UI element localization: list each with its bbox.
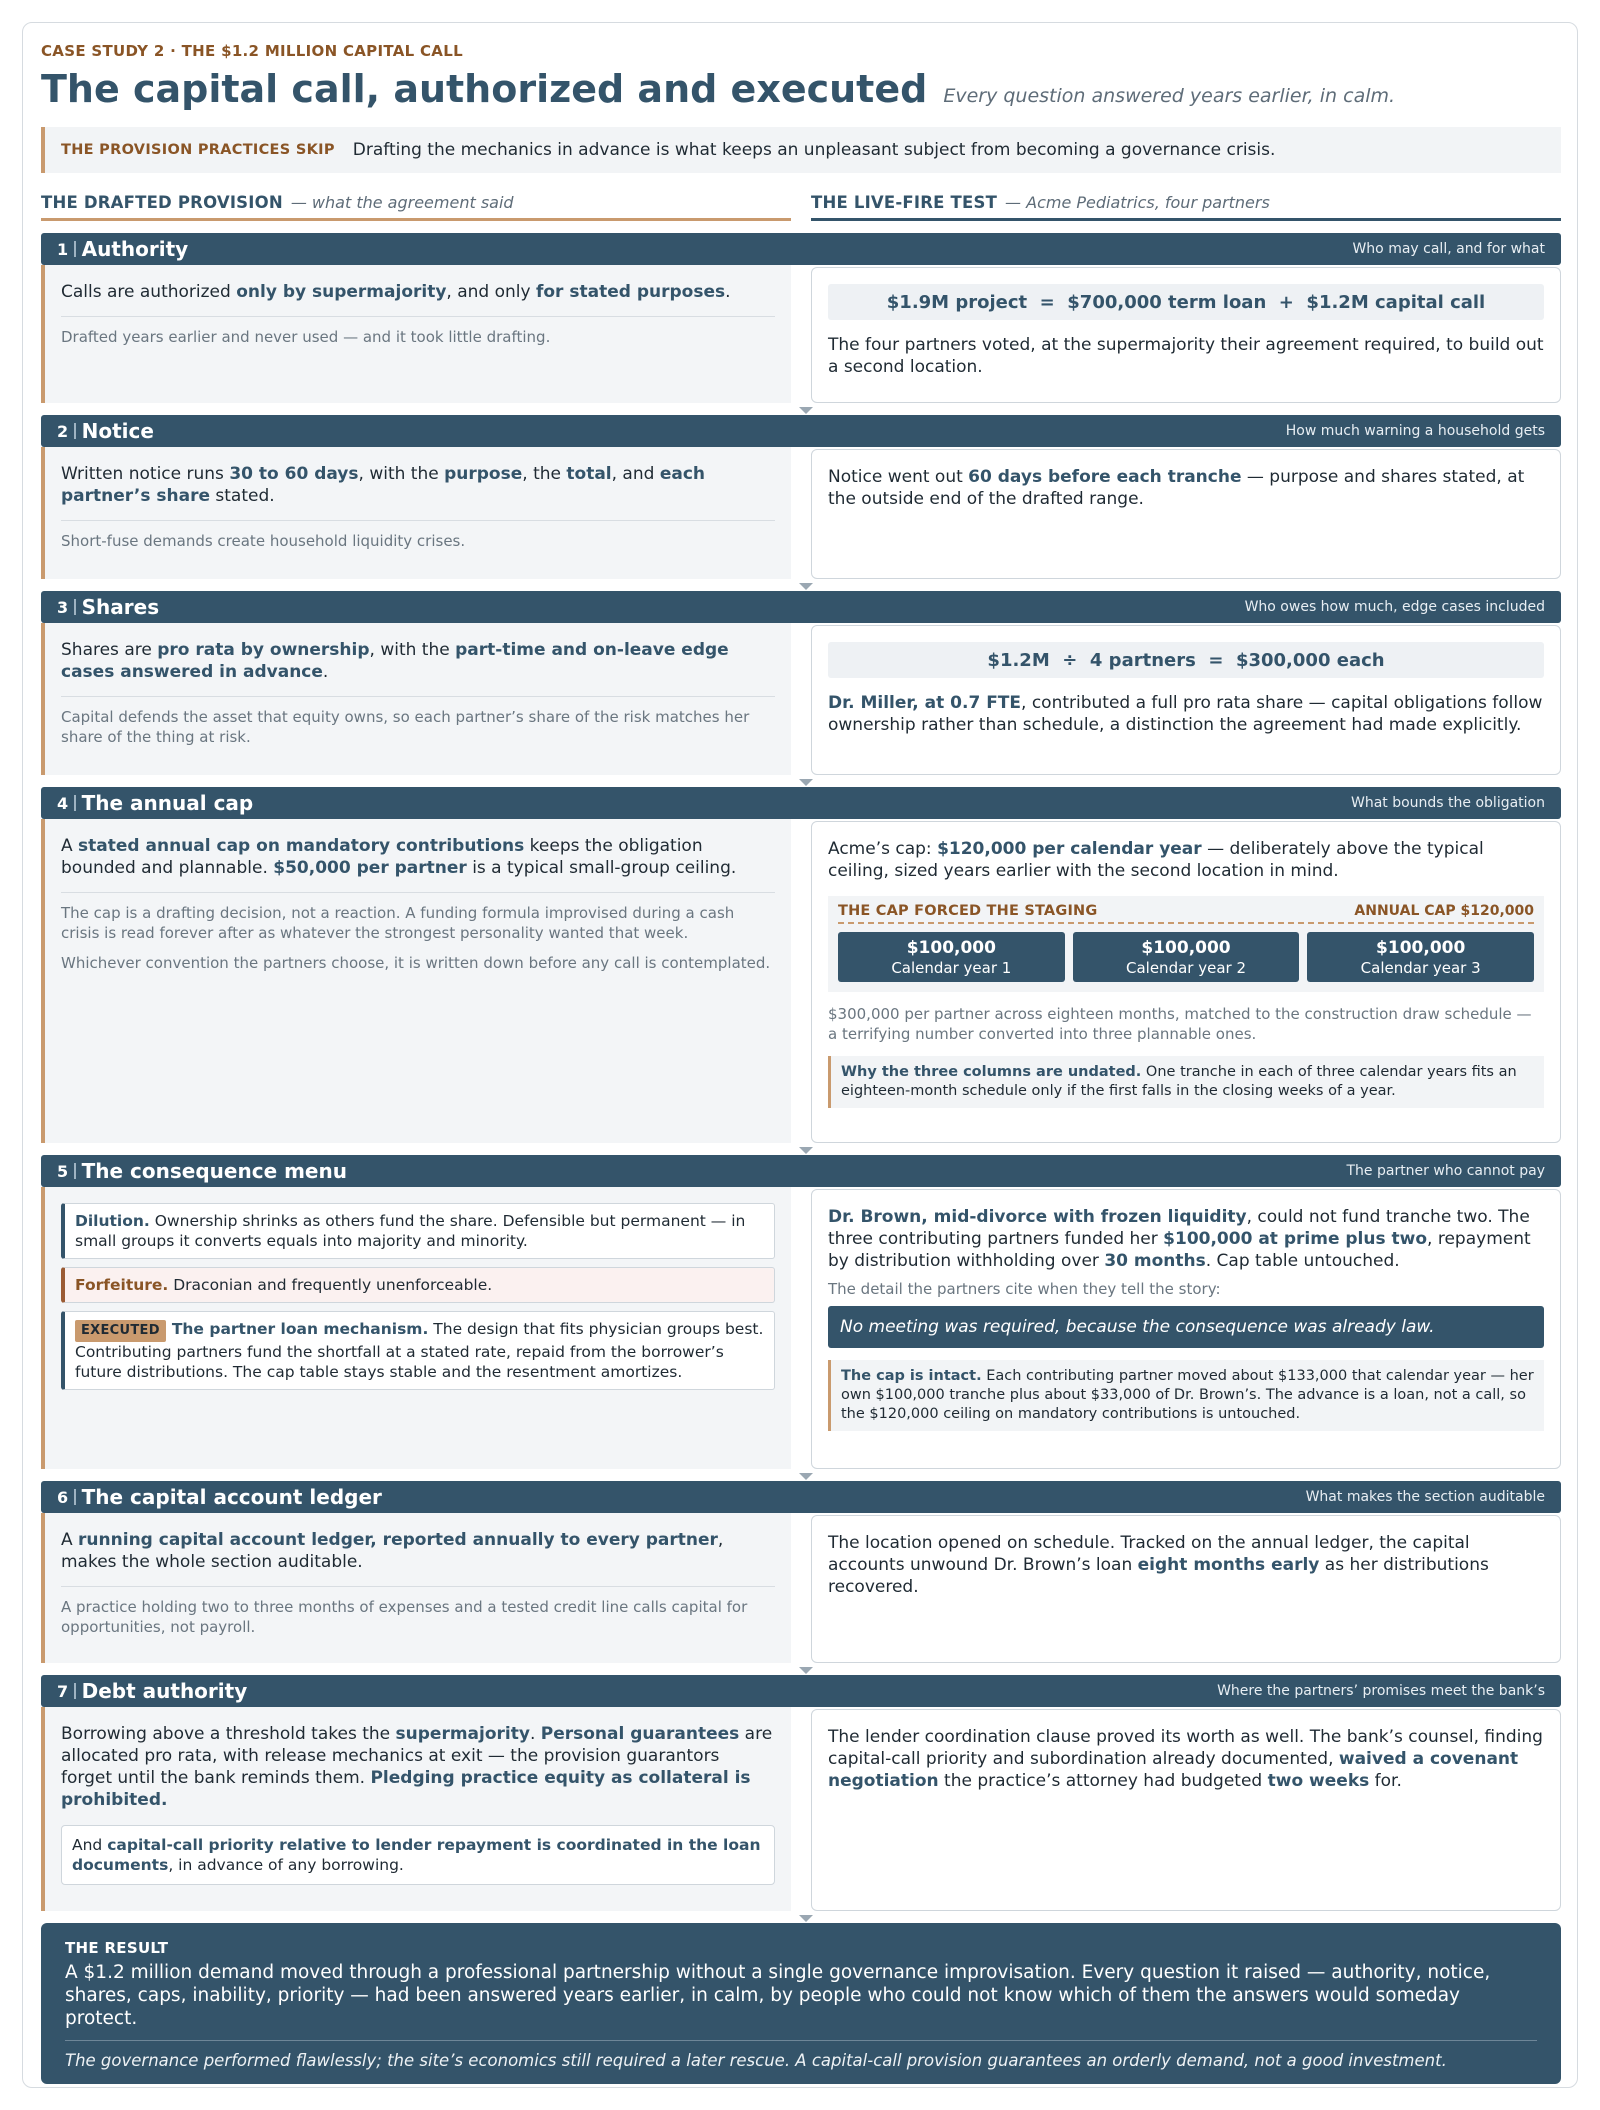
cap-line [838, 904, 1534, 924]
section-number: 1 [57, 239, 69, 259]
page-title: The capital call, authorized and executed [41, 67, 928, 111]
section-tag: What bounds the obligation [1350, 795, 1545, 811]
section-title: Shares [81, 595, 160, 619]
column-headers [41, 187, 1561, 221]
section-header [41, 787, 1561, 819]
tranche-box [838, 932, 1065, 982]
left-column-label: THE DRAFTED PROVISION [41, 193, 283, 212]
live-fire-test [811, 819, 1561, 1143]
section-body [41, 265, 1561, 403]
section-header [41, 233, 1561, 265]
page-content [41, 41, 1561, 2084]
drafted-provision [41, 1187, 791, 1469]
annual-cap-label: ANNUAL CAP $120,000 [1354, 903, 1534, 919]
tranche-amount: $100,000 [1376, 937, 1466, 958]
divider [61, 892, 775, 893]
section-number: 3 [57, 597, 69, 617]
live-fire-test [811, 623, 1561, 775]
page-subtitle: Every question answered years earlier, in calm. [943, 85, 1396, 107]
section-tag: What makes the section auditable [1305, 1489, 1545, 1505]
section-title: The capital account ledger [81, 1485, 382, 1509]
chevron-down-icon [799, 583, 813, 590]
section-tag: Who may call, and for what [1352, 241, 1545, 257]
section-divider [74, 1163, 76, 1179]
result-panel [41, 1923, 1561, 2084]
section-divider [74, 599, 76, 615]
chevron-down-icon [799, 1667, 813, 1674]
test-card [811, 1709, 1561, 1911]
live-fire-test [811, 1707, 1561, 1911]
section-body [41, 623, 1561, 775]
provision-text: A running capital account ledger, reported annually to every partner, makes the whole section auditable. [61, 1530, 724, 1572]
divider [61, 520, 775, 521]
provision-note: A practice holding two to three months of expenses and a tested credit line calls capital for opportunities, not payroll. [61, 1598, 748, 1636]
section-debt-authority [41, 1675, 1561, 1911]
provision-note: Drafted years earlier and never used — and it took little drafting. [61, 328, 551, 346]
test-card [811, 1189, 1561, 1469]
section-header [41, 1675, 1561, 1707]
section-body [41, 1187, 1561, 1469]
drafted-provision [41, 623, 791, 775]
section-tag: The partner who cannot pay [1346, 1163, 1545, 1179]
staging-label: THE CAP FORCED THE STAGING [838, 903, 1098, 919]
divider [61, 696, 775, 697]
live-fire-test [811, 265, 1561, 403]
section-header [41, 415, 1561, 447]
section-tag: How much warning a household gets [1285, 423, 1545, 439]
tranche-box [1073, 932, 1300, 982]
staging-note: $300,000 per partner across eighteen months, matched to the construction draw schedule — a terrifying number converted into three plannable ones. [828, 1005, 1532, 1043]
chevron-down-icon [799, 1915, 813, 1922]
section-header [41, 591, 1561, 623]
tranche-box [1307, 932, 1534, 982]
provision-note: Capital defends the asset that equity owns, so each partner’s share of the risk matches her share of the thing at risk. [61, 708, 750, 746]
test-card [811, 821, 1561, 1143]
priority-box: And capital-call priority relative to lender repayment is coordinated in the loan documents, in advance of any borrowing. [61, 1825, 775, 1885]
provision-text: Written notice runs 30 to 60 days, with the purpose, the total, and each partner’s share stated. [61, 464, 706, 506]
section-title: The consequence menu [81, 1159, 347, 1183]
equation-box: $1.2M ÷ 4 partners = $300,000 each [828, 642, 1544, 678]
section-tag: Who owes how much, edge cases included [1244, 599, 1545, 615]
test-text: Dr. Miller, at 0.7 FTE, contributed a full pro rata share — capital obligations follow ownership rather than schedule, a distinction the agreement had made explicitly. [828, 693, 1543, 735]
section-body [41, 447, 1561, 579]
test-text: The location opened on schedule. Tracked on the annual ledger, the capital accounts unwound Dr. Brown’s loan eight months early as her distributions recovered. [828, 1533, 1489, 1597]
result-text: A $1.2 million demand moved through a professional partnership without a single governance improvisation. Every question it raised — authority, notice, shares, caps, inability, priority — had been answered years earlier, in calm, by people who could not know which of them the answers would someday protect. [65, 1962, 1491, 2029]
quote-box: No meeting was required, because the consequence was already law. [828, 1306, 1544, 1348]
drafted-provision [41, 819, 791, 1143]
left-column-sub: — what the agreement said [290, 193, 514, 212]
undated-note: Why the three columns are undated. One tranche in each of three calendar years fits an eighteen-month schedule only if the first falls in the closing weeks of a year. [828, 1056, 1544, 1108]
live-fire-test [811, 1513, 1561, 1663]
test-text: The four partners voted, at the supermajority their agreement required, to build out a second location. [828, 335, 1544, 377]
section-title: Debt authority [81, 1679, 248, 1703]
test-text: Dr. Brown, mid-divorce with frozen liquidity, could not fund tranche two. The three contributing partners funded her $100,000 at prime plus two, repayment by distribution withholding over 30 months. Cap table untouched. [828, 1207, 1531, 1271]
live-fire-test [811, 447, 1561, 579]
right-column-sub: — Acme Pediatrics, four partners [1005, 193, 1270, 212]
chevron-down-icon [799, 1473, 813, 1480]
section-divider [74, 1489, 76, 1505]
right-column-header [811, 187, 1561, 221]
section-number: 5 [57, 1161, 69, 1181]
test-text: The lender coordination clause proved its worth as well. The bank’s counsel, finding capital-call priority and subordination already documented, waived a covenant negotiation the practice’s attorney had budgeted two weeks for. [828, 1727, 1543, 1791]
section-divider [74, 1683, 76, 1699]
tranche-boxes [838, 932, 1534, 982]
result-divider [65, 2040, 1537, 2041]
section-notice [41, 415, 1561, 579]
chevron-down-icon [799, 779, 813, 786]
section-body [41, 1707, 1561, 1911]
drafted-provision [41, 1707, 791, 1911]
section-number: 2 [57, 421, 69, 441]
section-annual-cap [41, 787, 1561, 1143]
provision-note: Whichever convention the partners choose, it is written down before any call is contemplated. [61, 954, 771, 972]
section-body [41, 819, 1561, 1143]
equation-box: $1.9M project = $700,000 term loan + $1.2M capital call [828, 284, 1544, 320]
section-divider [74, 423, 76, 439]
live-fire-test [811, 1187, 1561, 1469]
option-forfeiture: Forfeiture. Draconian and frequently unenforceable. [61, 1267, 775, 1303]
section-header [41, 1481, 1561, 1513]
result-label: THE RESULT [65, 1939, 169, 1957]
section-divider [74, 795, 76, 811]
test-card [811, 625, 1561, 775]
section-number: 4 [57, 793, 69, 813]
divider [61, 316, 775, 317]
tranche-year: Calendar year 2 [1126, 958, 1246, 977]
section-title: Authority [81, 237, 189, 261]
result-footnote: The governance performed flawlessly; the site’s economics still required a later rescue. A capital-call provision guarantees an orderly demand, not a good investment. [65, 2051, 1447, 2070]
section-divider [74, 241, 76, 257]
cap-staging-panel [828, 896, 1544, 992]
tranche-year: Calendar year 1 [891, 958, 1012, 977]
section-title: Notice [81, 419, 154, 443]
test-card [811, 449, 1561, 579]
drafted-provision [41, 1513, 791, 1663]
test-text: Acme’s cap: $120,000 per calendar year — deliberately above the typical ceiling, sized years earlier with the second location in mind. [828, 839, 1484, 881]
skip-text: Drafting the mechanics in advance is what keeps an unpleasant subject from becoming a governance crisis. [352, 140, 1276, 160]
provision-text: Calls are authorized only by supermajority, and only for stated purposes. [61, 282, 731, 302]
page-frame [22, 22, 1578, 2088]
tranche-amount: $100,000 [906, 937, 996, 958]
right-column-label: THE LIVE-FIRE TEST [811, 193, 998, 212]
section-capital-ledger [41, 1481, 1561, 1663]
option-partner-loan: EXECUTED The partner loan mechanism. The design that fits physician groups best. Contributing partners fund the shortfall at a stated rate, repaid from the borrower’s future distributions. The cap table stays stable and the resentment amortizes. [61, 1311, 775, 1390]
section-body [41, 1513, 1561, 1663]
chevron-down-icon [799, 1147, 813, 1154]
section-authority [41, 233, 1561, 403]
test-text: Notice went out 60 days before each tranche — purpose and shares stated, at the outside end of the drafted range. [828, 467, 1525, 509]
provision-text: Shares are pro rata by ownership, with the part-time and on-leave edge cases answered in advance. [61, 640, 729, 682]
section-tag: Where the partners’ promises meet the bank’s [1217, 1683, 1545, 1699]
skip-banner [41, 127, 1561, 173]
test-card [811, 267, 1561, 403]
skip-label: THE PROVISION PRACTICES SKIP [61, 142, 335, 158]
section-number: 6 [57, 1487, 69, 1507]
chevron-down-icon [799, 407, 813, 414]
executed-badge: EXECUTED [75, 1320, 166, 1342]
provision-note: Short-fuse demands create household liquidity crises. [61, 532, 466, 550]
divider [61, 1586, 775, 1587]
provision-note: The cap is a drafting decision, not a reaction. A funding formula improvised during a cash crisis is read forever after as whatever the strongest personality wanted that week. [61, 904, 735, 942]
section-consequence-menu [41, 1155, 1561, 1469]
option-dilution: Dilution. Ownership shrinks as others fund the share. Defensible but permanent — in small groups it converts equals into majority and minority. [61, 1203, 775, 1259]
provision-text: Borrowing above a threshold takes the supermajority. Personal guarantees are allocated pro rata, with release mechanics at exit — the provision guarantors forget until the bank reminds them. Pledging practice equity as collateral is prohibited. [61, 1724, 773, 1810]
drafted-provision [41, 447, 791, 579]
test-card [811, 1515, 1561, 1663]
case-eyebrow: CASE STUDY 2 · THE $1.2 MILLION CAPITAL CALL [41, 42, 463, 60]
provision-text: A stated annual cap on mandatory contributions keeps the obligation bounded and plannable. $50,000 per partner is a typical small-group ceiling. [61, 836, 737, 878]
section-number: 7 [57, 1681, 69, 1701]
title-row [41, 67, 1561, 115]
cap-intact-note: The cap is intact. Each contributing partner moved about $133,000 that calendar year — her own $100,000 tranche plus about $33,000 of Dr. Brown’s. The advance is a loan, not a call, so the $120,000 ceiling on mandatory contributions is untouched. [828, 1360, 1544, 1431]
section-title: The annual cap [81, 791, 254, 815]
tranche-amount: $100,000 [1141, 937, 1231, 958]
section-header [41, 1155, 1561, 1187]
section-shares [41, 591, 1561, 775]
tranche-year: Calendar year 3 [1360, 958, 1481, 977]
drafted-provision [41, 265, 791, 403]
story-intro: The detail the partners cite when they tell the story: [828, 1280, 1221, 1298]
left-column-header [41, 187, 791, 221]
